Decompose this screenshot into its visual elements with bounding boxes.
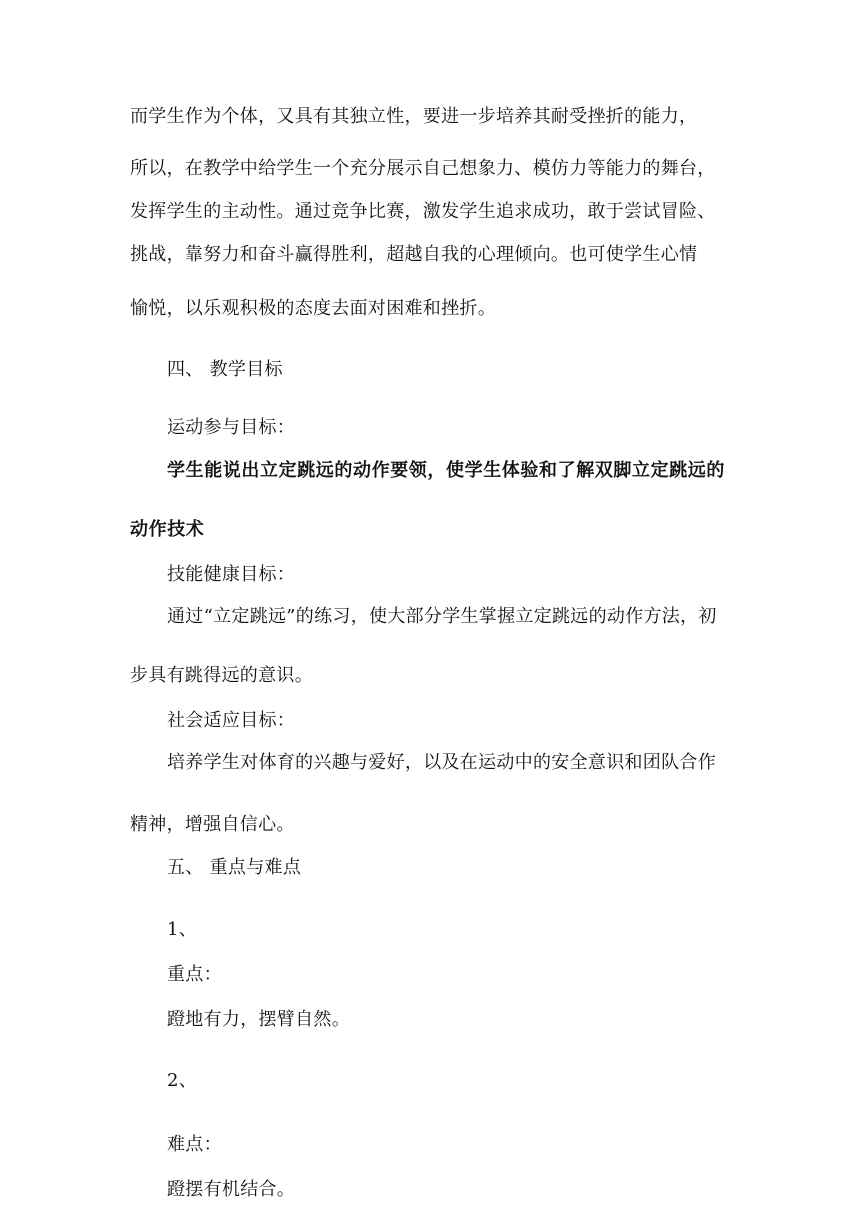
paragraph-line: 所以，在教学中给学生一个充分展示自己想象力、模仿力等能力的舞台，	[130, 158, 716, 179]
key-point-label: 重点：	[167, 964, 222, 985]
goal-text-line: 学生能说出立定跳远的动作要领，使学生体验和了解双脚立定跳远的	[167, 460, 725, 481]
paragraph-line: 发挥学生的主动性。通过竞争比赛，激发学生追求成功，敢于尝试冒险、	[130, 201, 716, 222]
goal-text-line: 步具有跳得远的意识。	[130, 665, 313, 686]
goal-text-line: 动作技术	[130, 519, 205, 540]
paragraph-line: 愉悦，以乐观积极的态度去面对困难和挫折。	[130, 298, 496, 319]
section-heading: 四、 教学目标	[167, 359, 283, 380]
goal-text-line: 培养学生对体育的兴趣与爱好，以及在运动中的安全意识和团队合作	[167, 752, 716, 773]
goal-text-line: 精神，增强自信心。	[130, 814, 295, 835]
paragraph-line: 而学生作为个体，又具有其独立性，要进一步培养其耐受挫折的能力，	[130, 106, 698, 127]
goal-text-line: 通过“立定跳远”的练习，使大部分学生掌握立定跳远的动作方法，初	[167, 606, 717, 627]
list-item-number: 2、	[167, 1070, 198, 1091]
difficulty-text: 蹬摆有机结合。	[167, 1179, 296, 1200]
goal-label: 运动参与目标：	[167, 417, 296, 438]
paragraph-line: 挑战，靠努力和奋斗赢得胜利，超越自我的心理倾向。也可使学生心情	[130, 244, 698, 265]
key-point-text: 蹬地有力，摆臂自然。	[167, 1009, 350, 1030]
goal-label: 技能健康目标：	[167, 564, 296, 585]
goal-label: 社会适应目标：	[167, 710, 296, 731]
list-item-number: 1、	[167, 919, 198, 940]
difficulty-label: 难点：	[167, 1134, 222, 1155]
section-heading: 五、 重点与难点	[167, 857, 302, 878]
